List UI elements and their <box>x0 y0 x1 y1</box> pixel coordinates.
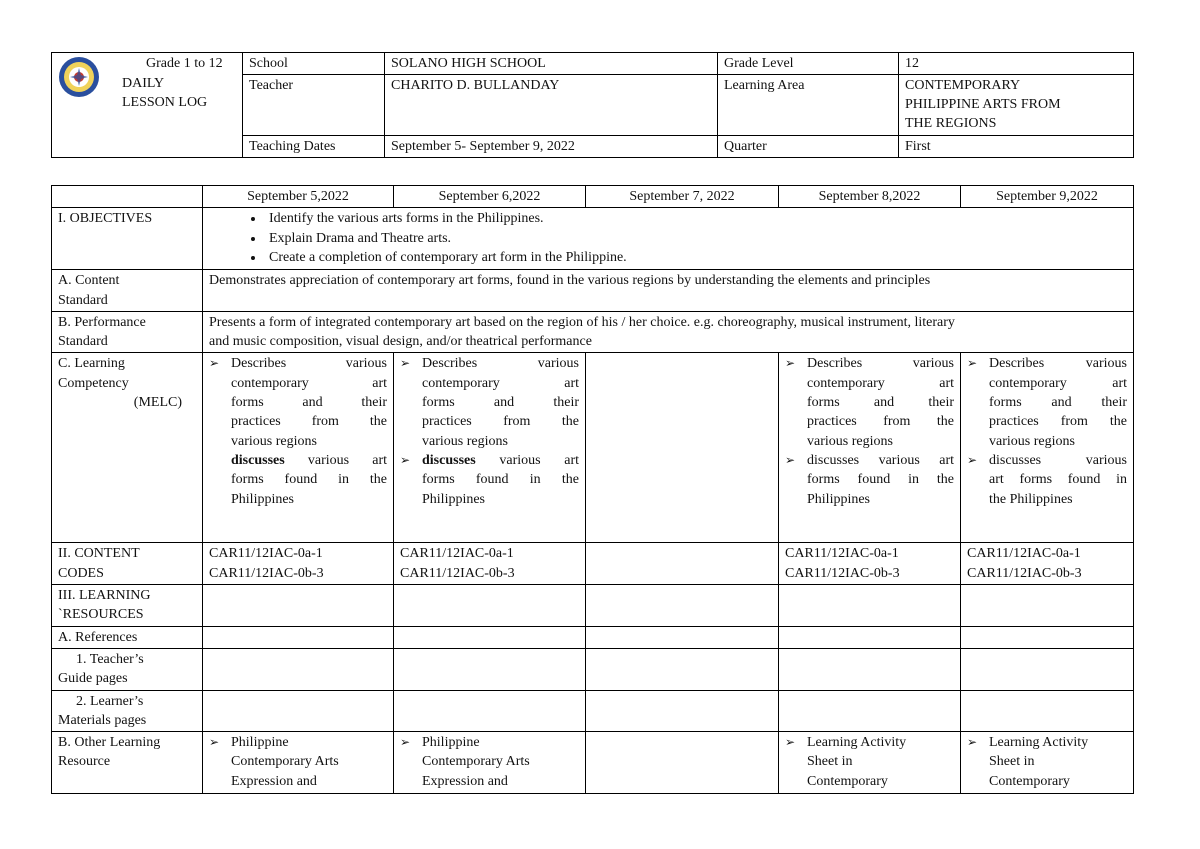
table-row <box>52 648 1134 690</box>
codes-day3 <box>586 543 779 585</box>
table-row <box>52 626 1134 648</box>
text-line: discusses various art <box>807 452 954 468</box>
text-line: Philippine <box>231 735 289 751</box>
content-standard-text: Demonstrates appreciation of contemporary art forms, found in the various regions by understanding the elements and principles <box>203 270 1134 312</box>
text-line: contemporary art <box>422 375 579 391</box>
codes-day4 <box>779 543 961 585</box>
empty-cell <box>779 585 961 627</box>
label-line: B. Performance <box>58 314 146 330</box>
label-line: II. CONTENT <box>58 546 140 562</box>
header-table <box>51 52 1134 158</box>
text-line: Philippines <box>422 491 486 507</box>
empty-cell <box>779 648 961 690</box>
content-standard-label <box>52 270 203 312</box>
text-line: Describes various <box>989 356 1127 372</box>
quarter-label: Quarter <box>718 136 899 158</box>
label-line: 1. Teacher’s <box>76 651 144 667</box>
text-line: Philippines <box>807 491 871 507</box>
arrow-bullet-icon: ➢ <box>967 452 978 467</box>
text-line: Contemporary <box>807 773 888 789</box>
empty-cell <box>961 585 1134 627</box>
performance-standard-label <box>52 311 203 353</box>
competency-day2 <box>394 353 586 543</box>
text-line: Learning Activity <box>807 735 907 751</box>
objective-item: • Identify the various arts forms in the Philippines. <box>265 209 1127 228</box>
teaching-dates-label: Teaching Dates <box>243 136 385 158</box>
day-header: September 8,2022 <box>779 186 961 208</box>
text-line: forms and their <box>422 395 579 411</box>
code-line: CAR11/12IAC-0b-3 <box>400 565 515 581</box>
text-line: forms and their <box>989 395 1127 411</box>
text-line: contemporary art <box>231 375 387 391</box>
daily-label: DAILY <box>122 76 165 91</box>
performance-standard-text <box>203 311 1134 353</box>
label-line: CODES <box>58 565 104 581</box>
learners-materials-label <box>52 690 203 732</box>
learning-area-value <box>899 75 1134 136</box>
text-line <box>231 451 387 470</box>
bold-word: discusses <box>231 452 285 468</box>
text-line: forms found in the <box>807 472 954 488</box>
text-line: contemporary art <box>989 375 1127 391</box>
code-line: CAR11/12IAC-0a-1 <box>400 546 514 562</box>
resource-day2 <box>394 732 586 794</box>
code-line: CAR11/12IAC-0b-3 <box>785 565 900 581</box>
empty-cell <box>586 690 779 732</box>
competency-day4 <box>779 353 961 543</box>
arrow-bullet-icon: ➢ <box>785 452 796 467</box>
text-line: practices from the <box>231 414 387 430</box>
text-line: discusses various <box>989 452 1127 468</box>
competency-day5 <box>961 353 1134 543</box>
code-line: CAR11/12IAC-0b-3 <box>209 565 324 581</box>
text-span: various art <box>475 452 579 468</box>
label-line: Resource <box>58 754 111 770</box>
text-line: forms found in the <box>422 472 579 488</box>
learning-area-line: THE REGIONS <box>905 116 997 131</box>
empty-cell <box>394 648 586 690</box>
teachers-guide-label <box>52 648 203 690</box>
table-row <box>52 208 1134 270</box>
lesson-log-label: LESSON LOG <box>122 95 208 110</box>
objective-item: • Create a completion of contemporary art form in the Philippine. <box>265 248 1127 267</box>
corner-cell <box>52 186 203 208</box>
school-value: SOLANO HIGH SCHOOL <box>385 53 718 75</box>
label-line: III. LEARNING <box>58 588 151 604</box>
competency-label <box>52 353 203 543</box>
empty-cell <box>961 648 1134 690</box>
text-line: art forms found in <box>989 472 1127 488</box>
table-row <box>52 585 1134 627</box>
resource-day5 <box>961 732 1134 794</box>
arrow-bullet-icon: ➢ <box>400 452 411 467</box>
arrow-bullet-icon: ➢ <box>209 735 220 750</box>
code-line: CAR11/12IAC-0a-1 <box>785 546 899 562</box>
arrow-bullet-icon: ➢ <box>400 356 411 371</box>
text-line: Sheet in <box>989 754 1035 770</box>
deped-seal-icon <box>58 56 100 98</box>
empty-cell <box>203 626 394 648</box>
table-row <box>52 311 1134 353</box>
text-line: practices from the <box>422 414 579 430</box>
text-line: Expression and <box>231 773 317 789</box>
school-label: School <box>243 53 385 75</box>
empty-cell <box>203 585 394 627</box>
code-line: CAR11/12IAC-0b-3 <box>967 565 1082 581</box>
text-line: Philippine <box>422 735 480 751</box>
text-line: various regions <box>231 433 317 449</box>
table-row <box>52 186 1134 208</box>
text-line: Describes various <box>231 356 387 372</box>
empty-cell <box>394 585 586 627</box>
text-line: various regions <box>807 433 893 449</box>
content-codes-label <box>52 543 203 585</box>
text-line: the Philippines <box>989 491 1073 507</box>
objectives-cell <box>203 208 1134 270</box>
label-line: 2. Learner’s <box>76 693 144 709</box>
teaching-dates-value: September 5- September 9, 2022 <box>385 136 718 158</box>
text-line: Describes various <box>422 356 579 372</box>
teacher-value: CHARITO D. BULLANDAY <box>385 75 718 136</box>
teacher-label: Teacher <box>243 75 385 136</box>
label-line: (MELC) <box>133 395 182 411</box>
label-line: C. Learning <box>58 356 125 372</box>
text-line: forms found in the <box>231 472 387 488</box>
day-header: September 6,2022 <box>394 186 586 208</box>
grade-level-value: 12 <box>899 53 1134 75</box>
text-line: forms and their <box>231 395 387 411</box>
learning-area-line: CONTEMPORARY <box>905 78 1021 93</box>
arrow-bullet-icon: ➢ <box>785 356 796 371</box>
label-line: A. Content <box>58 273 120 289</box>
code-line: CAR11/12IAC-0a-1 <box>967 546 1081 562</box>
text-line: contemporary art <box>807 375 954 391</box>
grade-level-label: Grade Level <box>718 53 899 75</box>
text-line: Presents a form of integrated contemporary art based on the region of his / her choice. e.g. choreography, musical instrument, literary <box>209 314 955 330</box>
table-row <box>52 270 1134 312</box>
label-line: Competency <box>58 375 129 391</box>
code-line: CAR11/12IAC-0a-1 <box>209 546 323 562</box>
resource-day4 <box>779 732 961 794</box>
competency-day1 <box>203 353 394 543</box>
text-line: forms and their <box>807 395 954 411</box>
grade-label: Grade 1 to 12 <box>146 56 223 71</box>
learning-area-line: PHILIPPINE ARTS FROM <box>905 97 1061 112</box>
table-row <box>52 690 1134 732</box>
empty-cell <box>961 690 1134 732</box>
label-line: Guide pages <box>58 671 128 687</box>
arrow-bullet-icon: ➢ <box>967 356 978 371</box>
arrow-bullet-icon: ➢ <box>967 735 978 750</box>
empty-cell <box>586 585 779 627</box>
text-line: Describes various <box>807 356 954 372</box>
codes-day5 <box>961 543 1134 585</box>
label-line: Standard <box>58 292 108 308</box>
arrow-bullet-icon: ➢ <box>785 735 796 750</box>
competency-day3 <box>586 353 779 543</box>
lesson-log-table <box>51 185 1134 794</box>
learning-resources-label <box>52 585 203 627</box>
label-line: B. Other Learning <box>58 735 161 751</box>
empty-cell <box>586 648 779 690</box>
text-line <box>422 451 579 470</box>
empty-cell <box>779 690 961 732</box>
quarter-value: First <box>899 136 1134 158</box>
text-line: and music composition, visual design, and/or theatrical performance <box>209 334 592 350</box>
text-line: Learning Activity <box>989 735 1089 751</box>
objectives-label: I. OBJECTIVES <box>52 208 203 270</box>
label-line: `RESOURCES <box>58 607 144 623</box>
codes-day2 <box>394 543 586 585</box>
label-line: Standard <box>58 334 108 350</box>
empty-cell <box>779 626 961 648</box>
empty-cell <box>203 648 394 690</box>
text-line: Contemporary Arts <box>422 754 530 770</box>
empty-cell <box>961 626 1134 648</box>
table-row <box>52 353 1134 543</box>
arrow-bullet-icon: ➢ <box>400 735 411 750</box>
day-header: September 5,2022 <box>203 186 394 208</box>
text-line: Contemporary Arts <box>231 754 339 770</box>
table-row <box>52 732 1134 794</box>
objective-item: • Explain Drama and Theatre arts. <box>265 229 1127 248</box>
text-line: Expression and <box>422 773 508 789</box>
text-line: various regions <box>422 433 508 449</box>
resource-day3 <box>586 732 779 794</box>
text-line: Contemporary <box>989 773 1070 789</box>
text-line: Sheet in <box>807 754 853 770</box>
text-line: practices from the <box>989 414 1127 430</box>
empty-cell <box>203 690 394 732</box>
arrow-bullet-icon: ➢ <box>209 356 220 371</box>
text-span: various art <box>284 452 387 468</box>
deped-logo-cell <box>52 53 243 158</box>
empty-cell <box>586 626 779 648</box>
text-line: Philippines <box>231 491 295 507</box>
references-label: A. References <box>52 626 203 648</box>
label-line: Materials pages <box>58 712 147 728</box>
text-line: practices from the <box>807 414 954 430</box>
day-header: September 9,2022 <box>961 186 1134 208</box>
bold-word: discusses <box>422 452 476 468</box>
other-resources-label <box>52 732 203 794</box>
resource-day1 <box>203 732 394 794</box>
empty-cell <box>394 626 586 648</box>
table-row <box>52 543 1134 585</box>
empty-cell <box>394 690 586 732</box>
text-line: various regions <box>989 433 1075 449</box>
day-header: September 7, 2022 <box>586 186 779 208</box>
codes-day1 <box>203 543 394 585</box>
learning-area-label: Learning Area <box>718 75 899 136</box>
